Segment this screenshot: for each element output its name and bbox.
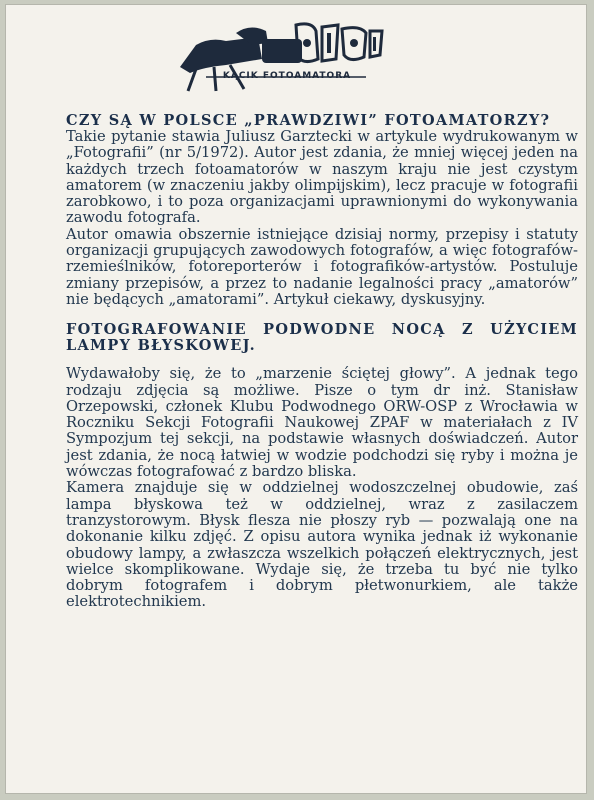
article-amateurs-paragraph-2: Autor omawia obszernie istniejące dzisiaj normy, przepisy i statuty organizacji grupujących zawodowych fotografów, a więc fotografów-rzemieślników, fotoreporterów i fotografików-artystów. Postuluje zmiany przepisów, a przez to nadanie legalności pracy „amatorów” nie będących „amatorami”. Artykuł ciekawy, dyskusyjny. <box>66 225 578 308</box>
article-underwater <box>66 322 578 610</box>
article-amateurs <box>66 113 578 308</box>
page-frame <box>5 4 587 794</box>
article-amateurs-paragraph-1: Takie pytanie stawia Juliusz Garztecki w artykule wydrukowanym w „Fotografii” (nr 5/1972). Autor jest zdania, że mniej więcej jeden na każdych trzech fotoamatorów w naszym kraju nie jest czystym amatorem (w znaczeniu jakby olimpijskim), lecz pracuje w fotografii zarobkowo, i to poza organizacjami uprawnionymi do wykonywania zawodu fotografa. <box>66 128 578 227</box>
article-column <box>66 113 578 611</box>
article-underwater-paragraph-2: Kamera znajduje się w oddzielnej wodoszczelnej obudowie, zaś lampa błyskowa też w oddzielnej, wraz z zasilaczem tranzystorowym. Błysk flesza nie płoszy ryb — pozwalają one na dokonanie kilku zdjęć. Z opisu autora wynika jednak iż wykonanie obudowy lampy, a zwłaszcza wszelkich połączeń elektrycznych, jest wielce skomplikowane. Wydaje się, że trzeba tu być nie tylko dobrym fotografem i dobrym płetwonurkiem, ale także elektrotechnikiem. <box>66 479 578 611</box>
article-underwater-paragraph-1: Wydawałoby się, że to „marzenie ściętej głowy”. A jednak tego rodzaju zdjęcia są możliwe. Pisze o tym dr inż. Stanisław Orzepowski, członek Klubu Podwodnego ORW-OSP z Wrocławia w Roczniku Sekcji Fotografii Naukowej ZPAF w materiałach z IV Sympozjum tej sekcji, na podstawie własnych doświadczeń. Autor jest zdania, że nocą łatwiej w wodzie podchodzi się ryby i można je wówczas fotografować z bardzo bliska. <box>66 365 578 481</box>
photographer-camera-icon <box>166 19 396 93</box>
article-amateurs-heading: CZY SĄ W POLSCE „PRAWDZIWI” FOTOAMATORZY? <box>66 112 551 129</box>
column-logo <box>166 19 396 93</box>
article-underwater-heading: FOTOGRAFOWANIE PODWODNE NOCĄ Z UŻYCIEM LAMPY BŁYSKOWEJ. <box>66 321 578 355</box>
column-logo-caption: KĄCIK FOTOAMATORA <box>222 71 352 81</box>
